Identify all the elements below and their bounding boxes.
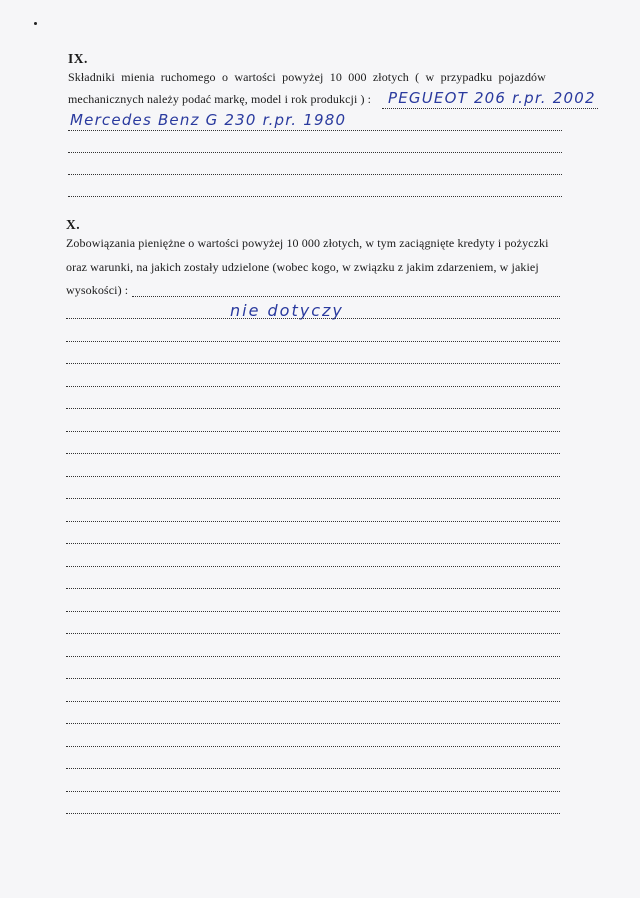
answer-line [66, 318, 560, 319]
section-ix-text-line2: mechanicznych należy podać markę, model i rok produkcji ) : [68, 92, 372, 106]
answer-line [66, 813, 560, 814]
answer-line [66, 521, 560, 522]
answer-line [66, 611, 560, 612]
answer-line [66, 656, 560, 657]
section-ix-handwritten-2: Mercedes Benz G 230 r.pr. 1980 [70, 111, 347, 129]
answer-line [132, 296, 560, 297]
answer-line [66, 566, 560, 567]
answer-line [66, 768, 560, 769]
answer-line [68, 174, 562, 175]
section-x-text-line3: wysokości) : [66, 283, 129, 297]
answer-line [66, 363, 560, 364]
answer-line [66, 678, 560, 679]
answer-line [68, 196, 562, 197]
answer-line [66, 408, 560, 409]
answer-line [66, 543, 560, 544]
section-ix-number: IX. [68, 51, 88, 66]
section-x-handwritten-1: nie dotyczy [230, 301, 344, 320]
scan-speck [34, 22, 37, 25]
answer-line [66, 746, 560, 747]
section-ix-text-line1: Składniki mienia ruchomego o wartości powyżej 10 000 złotych ( w przypadku pojazdów [68, 70, 546, 84]
answer-line [66, 723, 560, 724]
answer-line [68, 130, 562, 131]
answer-line [66, 476, 560, 477]
answer-line [68, 152, 562, 153]
answer-line [66, 341, 560, 342]
answer-line [66, 633, 560, 634]
section-ix-handwritten-1: PEGUEOT 206 r.pr. 2002 [388, 89, 596, 107]
answer-line [66, 431, 560, 432]
answer-line [66, 498, 560, 499]
section-x-text-line2: oraz warunki, na jakich zostały udzielone (wobec kogo, w związku z jakim zdarzeniem, w jakiej [66, 260, 539, 274]
answer-line [66, 453, 560, 454]
answer-line [382, 108, 598, 109]
answer-line [66, 701, 560, 702]
answer-line [66, 386, 560, 387]
answer-line [66, 588, 560, 589]
section-x-number: X. [66, 217, 81, 232]
section-x-text-line1: Zobowiązania pieniężne o wartości powyżej 10 000 złotych, w tym zaciągnięte kredyty i pożyczki [66, 236, 549, 250]
answer-line [66, 791, 560, 792]
